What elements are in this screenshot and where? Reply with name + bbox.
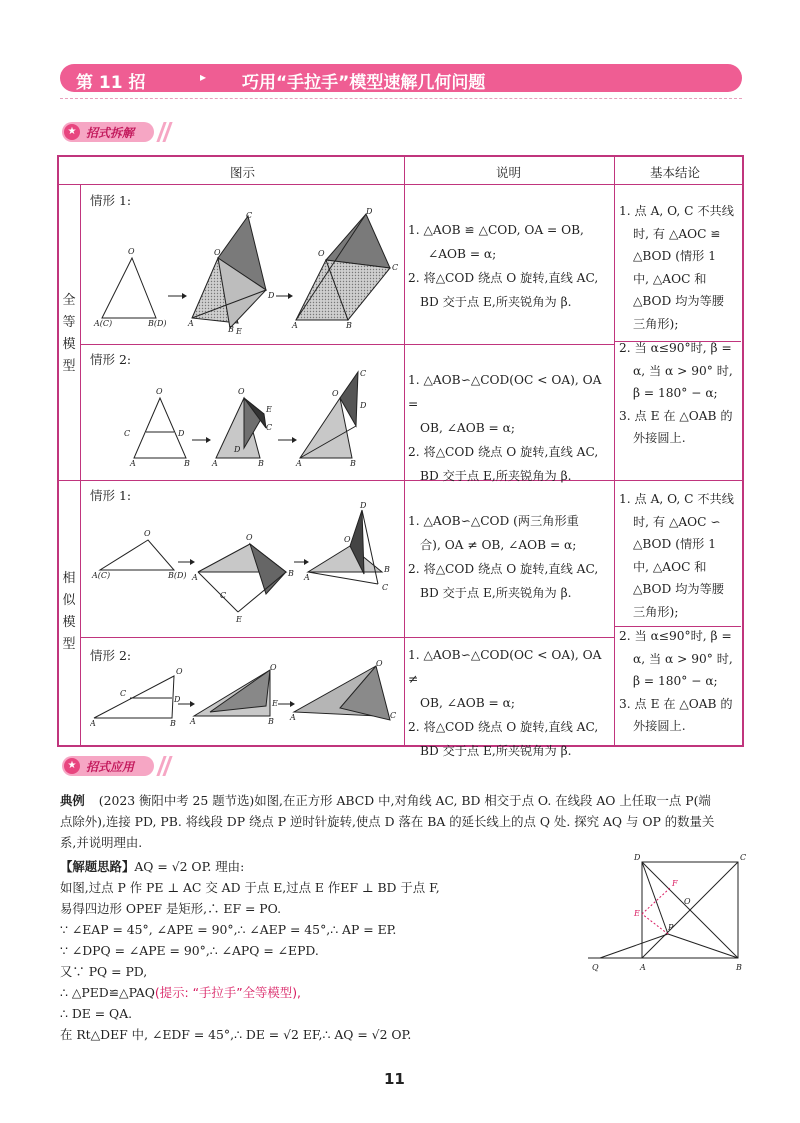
- congruent-case1-desc: [408, 218, 608, 314]
- solution-line: 在 Rt△DEF 中, ∠EDF = 45°,∴ DE = √2 EF,∴ AQ = √2 OP.: [60, 1027, 412, 1042]
- svg-text:C: C: [360, 369, 367, 378]
- concl-line: β = 180° − α;: [633, 674, 718, 688]
- svg-text:D: D: [234, 445, 241, 454]
- svg-text:F: F: [672, 879, 678, 888]
- chapter-banner: [60, 64, 742, 92]
- star-icon: ★: [64, 124, 80, 140]
- similar-case1-label: 情形 1:: [90, 488, 132, 503]
- desc-line: 2. 将△COD 绕点 O 旋转,直线 AC,: [408, 720, 599, 734]
- svg-text:C: C: [392, 263, 399, 272]
- svg-text:O: O: [344, 535, 351, 544]
- solution-line: 易得四边形 OPEF 是矩形,∴ EF = PO.: [60, 901, 282, 916]
- side-char: 模: [62, 615, 76, 630]
- concl-line: 时, 有 △AOC ≌: [633, 226, 721, 241]
- figure-square-example: [588, 852, 748, 974]
- svg-text:O: O: [684, 897, 691, 906]
- example-problem: [60, 790, 750, 853]
- section-label: 招式应用: [86, 760, 135, 774]
- desc-line: BD 交于点 E,所夹锐角为 β.: [420, 295, 572, 309]
- svg-text:C: C: [120, 689, 127, 698]
- svg-text:O: O: [156, 387, 163, 396]
- svg-text:A: A: [188, 319, 194, 328]
- figure-congruent-case2: [120, 368, 402, 472]
- svg-text:D: D: [178, 429, 185, 438]
- row-divider: [80, 344, 615, 345]
- svg-text:C: C: [220, 591, 227, 600]
- svg-text:D: D: [174, 695, 181, 704]
- solution-line: ∵ ∠EAP = 45°, ∠APE = 90°,∴ ∠AEP = 45°,∴ AP = EP.: [60, 922, 397, 937]
- side-label-congruent: [61, 290, 77, 378]
- svg-text:E: E: [634, 909, 640, 918]
- concl-line: 2. 当 α≤90°时, β =: [619, 341, 732, 355]
- star-icon: ★: [64, 758, 80, 774]
- svg-text:C: C: [266, 423, 273, 432]
- concl-line: 外接圆上.: [633, 719, 686, 733]
- desc-line: OB, ∠AOB = α;: [420, 696, 515, 710]
- similar-case1-desc: [408, 509, 608, 605]
- side-char: 型: [62, 359, 76, 374]
- concl-line: △BOD 均为等腰: [633, 582, 724, 596]
- congruent-case2-label: 情形 2:: [90, 352, 132, 367]
- side-char: 模: [62, 337, 76, 352]
- svg-text:E: E: [272, 699, 278, 708]
- col-divider: [404, 157, 405, 745]
- col-header-figure: 图示: [230, 165, 256, 180]
- svg-text:A(C): A(C): [92, 571, 111, 580]
- desc-line: ∠AOB = α;: [428, 247, 497, 261]
- desc-line: 1. △AOB ≌ △COD, OA = OB,: [408, 223, 584, 237]
- svg-text:A: A: [190, 717, 196, 726]
- concl-line: △BOD (情形 1: [633, 537, 716, 551]
- example-line: 点除外),连接 PD, PB. 将线段 DP 绕点 P 逆时针旋转,使点 D 落在 BA 的延长线上的点 Q 处. 探究 AQ 与 OP 的数量关: [60, 814, 715, 829]
- svg-text:B: B: [228, 325, 234, 334]
- svg-text:A: A: [90, 719, 96, 728]
- desc-line: 1. △AOB∽△COD (两三角形重: [408, 514, 579, 528]
- concl-line: α, 当 α > 90° 时,: [633, 363, 733, 378]
- solution-line: ∵ ∠DPQ = ∠APE = 90°,∴ ∠APQ = ∠EPD.: [60, 943, 319, 958]
- congruent-case2-desc: [408, 368, 608, 488]
- svg-text:C: C: [124, 429, 131, 438]
- svg-text:B: B: [736, 963, 742, 972]
- congruent-conclusion: [619, 200, 741, 450]
- svg-text:B(D): B(D): [148, 319, 167, 328]
- concl-line: 时, 有 △AOC ∽: [633, 514, 721, 529]
- svg-text:Q: Q: [592, 963, 599, 972]
- svg-text:O: O: [214, 248, 221, 257]
- svg-text:O: O: [332, 389, 339, 398]
- svg-text:P: P: [668, 923, 674, 932]
- banner-divider: [60, 98, 742, 100]
- desc-line: BD 交于点 E,所夹锐角为 β.: [420, 586, 572, 600]
- svg-text:C: C: [740, 853, 747, 862]
- desc-line: OB, ∠AOB = α;: [420, 421, 515, 435]
- svg-text:B: B: [258, 459, 264, 468]
- svg-text:A: A: [192, 573, 198, 582]
- section-label: 招式拆解: [86, 126, 135, 140]
- figure-similar-case2: [90, 660, 402, 734]
- concl-line: 2. 当 α≤90°时, β =: [619, 629, 732, 643]
- chapter-title: 巧用“手拉手”模型速解几何问题: [242, 73, 486, 93]
- similar-conclusion: [619, 488, 741, 738]
- svg-text:B: B: [384, 565, 390, 574]
- side-char: 型: [62, 637, 76, 652]
- svg-text:B: B: [346, 321, 352, 330]
- solution: [60, 856, 580, 1045]
- svg-text:O: O: [238, 387, 245, 396]
- concl-line: 三角形);: [633, 604, 679, 619]
- concl-line: 1. 点 A, O, C 不共线: [619, 492, 734, 506]
- svg-text:O: O: [318, 249, 325, 258]
- svg-text:D: D: [268, 291, 275, 300]
- desc-line: 2. 将△COD 绕点 O 旋转,直线 AC,: [408, 271, 599, 285]
- svg-text:B: B: [184, 459, 190, 468]
- page-number: 11: [384, 1070, 405, 1088]
- desc-line: 合), OA ≠ OB, ∠AOB = α;: [420, 538, 577, 552]
- solution-line: 如图,过点 P 作 PE ⊥ AC 交 AD 于点 E,过点 E 作EF ⊥ BD 于点 F,: [60, 880, 440, 895]
- concl-line: β = 180° − α;: [633, 386, 718, 400]
- svg-text:C: C: [390, 711, 397, 720]
- desc-line: 2. 将△COD 绕点 O 旋转,直线 AC,: [408, 562, 599, 576]
- svg-text:O: O: [376, 660, 383, 668]
- svg-text:E: E: [236, 327, 242, 336]
- svg-text:D: D: [634, 853, 641, 862]
- svg-text:B(D): B(D): [168, 571, 187, 580]
- concl-line: 1. 点 A, O, C 不共线: [619, 204, 734, 218]
- concl-line: 三角形);: [633, 316, 679, 331]
- side-char: 全: [62, 293, 76, 308]
- side-char: 等: [62, 315, 76, 330]
- solution-answer: AQ = √2 OP. 理由:: [134, 859, 245, 874]
- solution-step: ∴ △PED≌△PAQ: [60, 985, 155, 1000]
- col-header-conclusion: 基本结论: [650, 165, 701, 180]
- figure-congruent-case1: [90, 208, 402, 336]
- concl-line: △BOD (情形 1: [633, 249, 716, 263]
- side-char: 相: [62, 571, 76, 586]
- concl-line: △BOD 均为等腰: [633, 294, 724, 308]
- section-tag-application: [62, 756, 154, 776]
- svg-text:B: B: [350, 459, 356, 468]
- svg-text:O: O: [246, 533, 253, 542]
- svg-text:A: A: [212, 459, 218, 468]
- concl-line: α, 当 α > 90° 时,: [633, 651, 733, 666]
- svg-text:A: A: [304, 573, 310, 582]
- similar-case2-desc: [408, 643, 608, 763]
- desc-line: BD 交于点 E,所夹锐角为 β.: [420, 469, 572, 483]
- svg-text:C: C: [382, 583, 389, 592]
- desc-line: 2. 将△COD 绕点 O 旋转,直线 AC,: [408, 445, 599, 459]
- svg-text:A: A: [130, 459, 136, 468]
- svg-text:A: A: [640, 963, 646, 972]
- solution-title: 【解题思路】: [60, 859, 135, 874]
- solution-line: ∴ DE = QA.: [60, 1006, 133, 1021]
- svg-text:O: O: [176, 667, 183, 676]
- svg-text:D: D: [366, 208, 373, 216]
- row-divider: [59, 184, 742, 185]
- concl-line: 外接圆上.: [633, 431, 686, 445]
- example-line: 系,并说明理由.: [60, 835, 143, 850]
- concl-line: 3. 点 E 在 △OAB 的: [619, 696, 733, 711]
- col-divider: [614, 157, 615, 745]
- section-tag-breakdown: [62, 122, 154, 142]
- svg-text:A: A: [292, 321, 298, 330]
- col-divider: [80, 184, 81, 745]
- congruent-case1-label: 情形 1:: [90, 193, 132, 208]
- svg-text:D: D: [360, 501, 367, 510]
- figure-similar-case1: [90, 500, 402, 628]
- svg-text:O: O: [270, 663, 277, 672]
- svg-text:E: E: [266, 405, 272, 414]
- svg-text:B: B: [170, 719, 176, 728]
- svg-text:D: D: [360, 401, 367, 410]
- solution-line: 又∵ PQ = PD,: [60, 964, 148, 979]
- chapter-number: 第 11 招: [76, 73, 146, 93]
- side-label-similar: [61, 568, 77, 656]
- svg-text:A: A: [290, 713, 296, 722]
- example-text: (2023 衡阳中考 25 题节选)如图,在正方形 ABCD 中,对角线 AC, BD 相交于点 O. 在线段 AO 上任取一点 P(端: [98, 793, 711, 808]
- concl-line: 中, △AOC 和: [633, 271, 707, 286]
- side-char: 似: [62, 593, 76, 608]
- concl-line: 3. 点 E 在 △OAB 的: [619, 408, 733, 423]
- desc-line: 1. △AOB∽△COD(OC < OA), OA =: [408, 373, 602, 411]
- svg-text:A(C): A(C): [94, 319, 113, 328]
- svg-text:B: B: [288, 569, 294, 578]
- svg-text:C: C: [246, 211, 253, 220]
- svg-text:A: A: [296, 459, 302, 468]
- similar-case2-label: 情形 2:: [90, 648, 132, 663]
- solution-line: [60, 982, 580, 1003]
- solution-line: [60, 856, 580, 877]
- svg-text:B: B: [268, 717, 274, 726]
- row-divider: [59, 480, 742, 481]
- desc-line: BD 交于点 E,所夹锐角为 β.: [420, 744, 572, 758]
- svg-text:E: E: [236, 615, 242, 624]
- row-divider: [80, 637, 615, 638]
- col-header-explanation: 说明: [496, 165, 522, 180]
- concl-line: 中, △AOC 和: [633, 559, 707, 574]
- svg-text:O: O: [144, 529, 151, 538]
- svg-text:O: O: [128, 247, 135, 256]
- hint-text: (提示: “手拉手”全等模型),: [154, 985, 301, 1000]
- desc-line: 1. △AOB∽△COD(OC < OA), OA ≠: [408, 648, 602, 686]
- example-label: 典例: [60, 793, 85, 808]
- arrow-icon: ▸: [200, 70, 207, 84]
- example-line: [60, 790, 750, 811]
